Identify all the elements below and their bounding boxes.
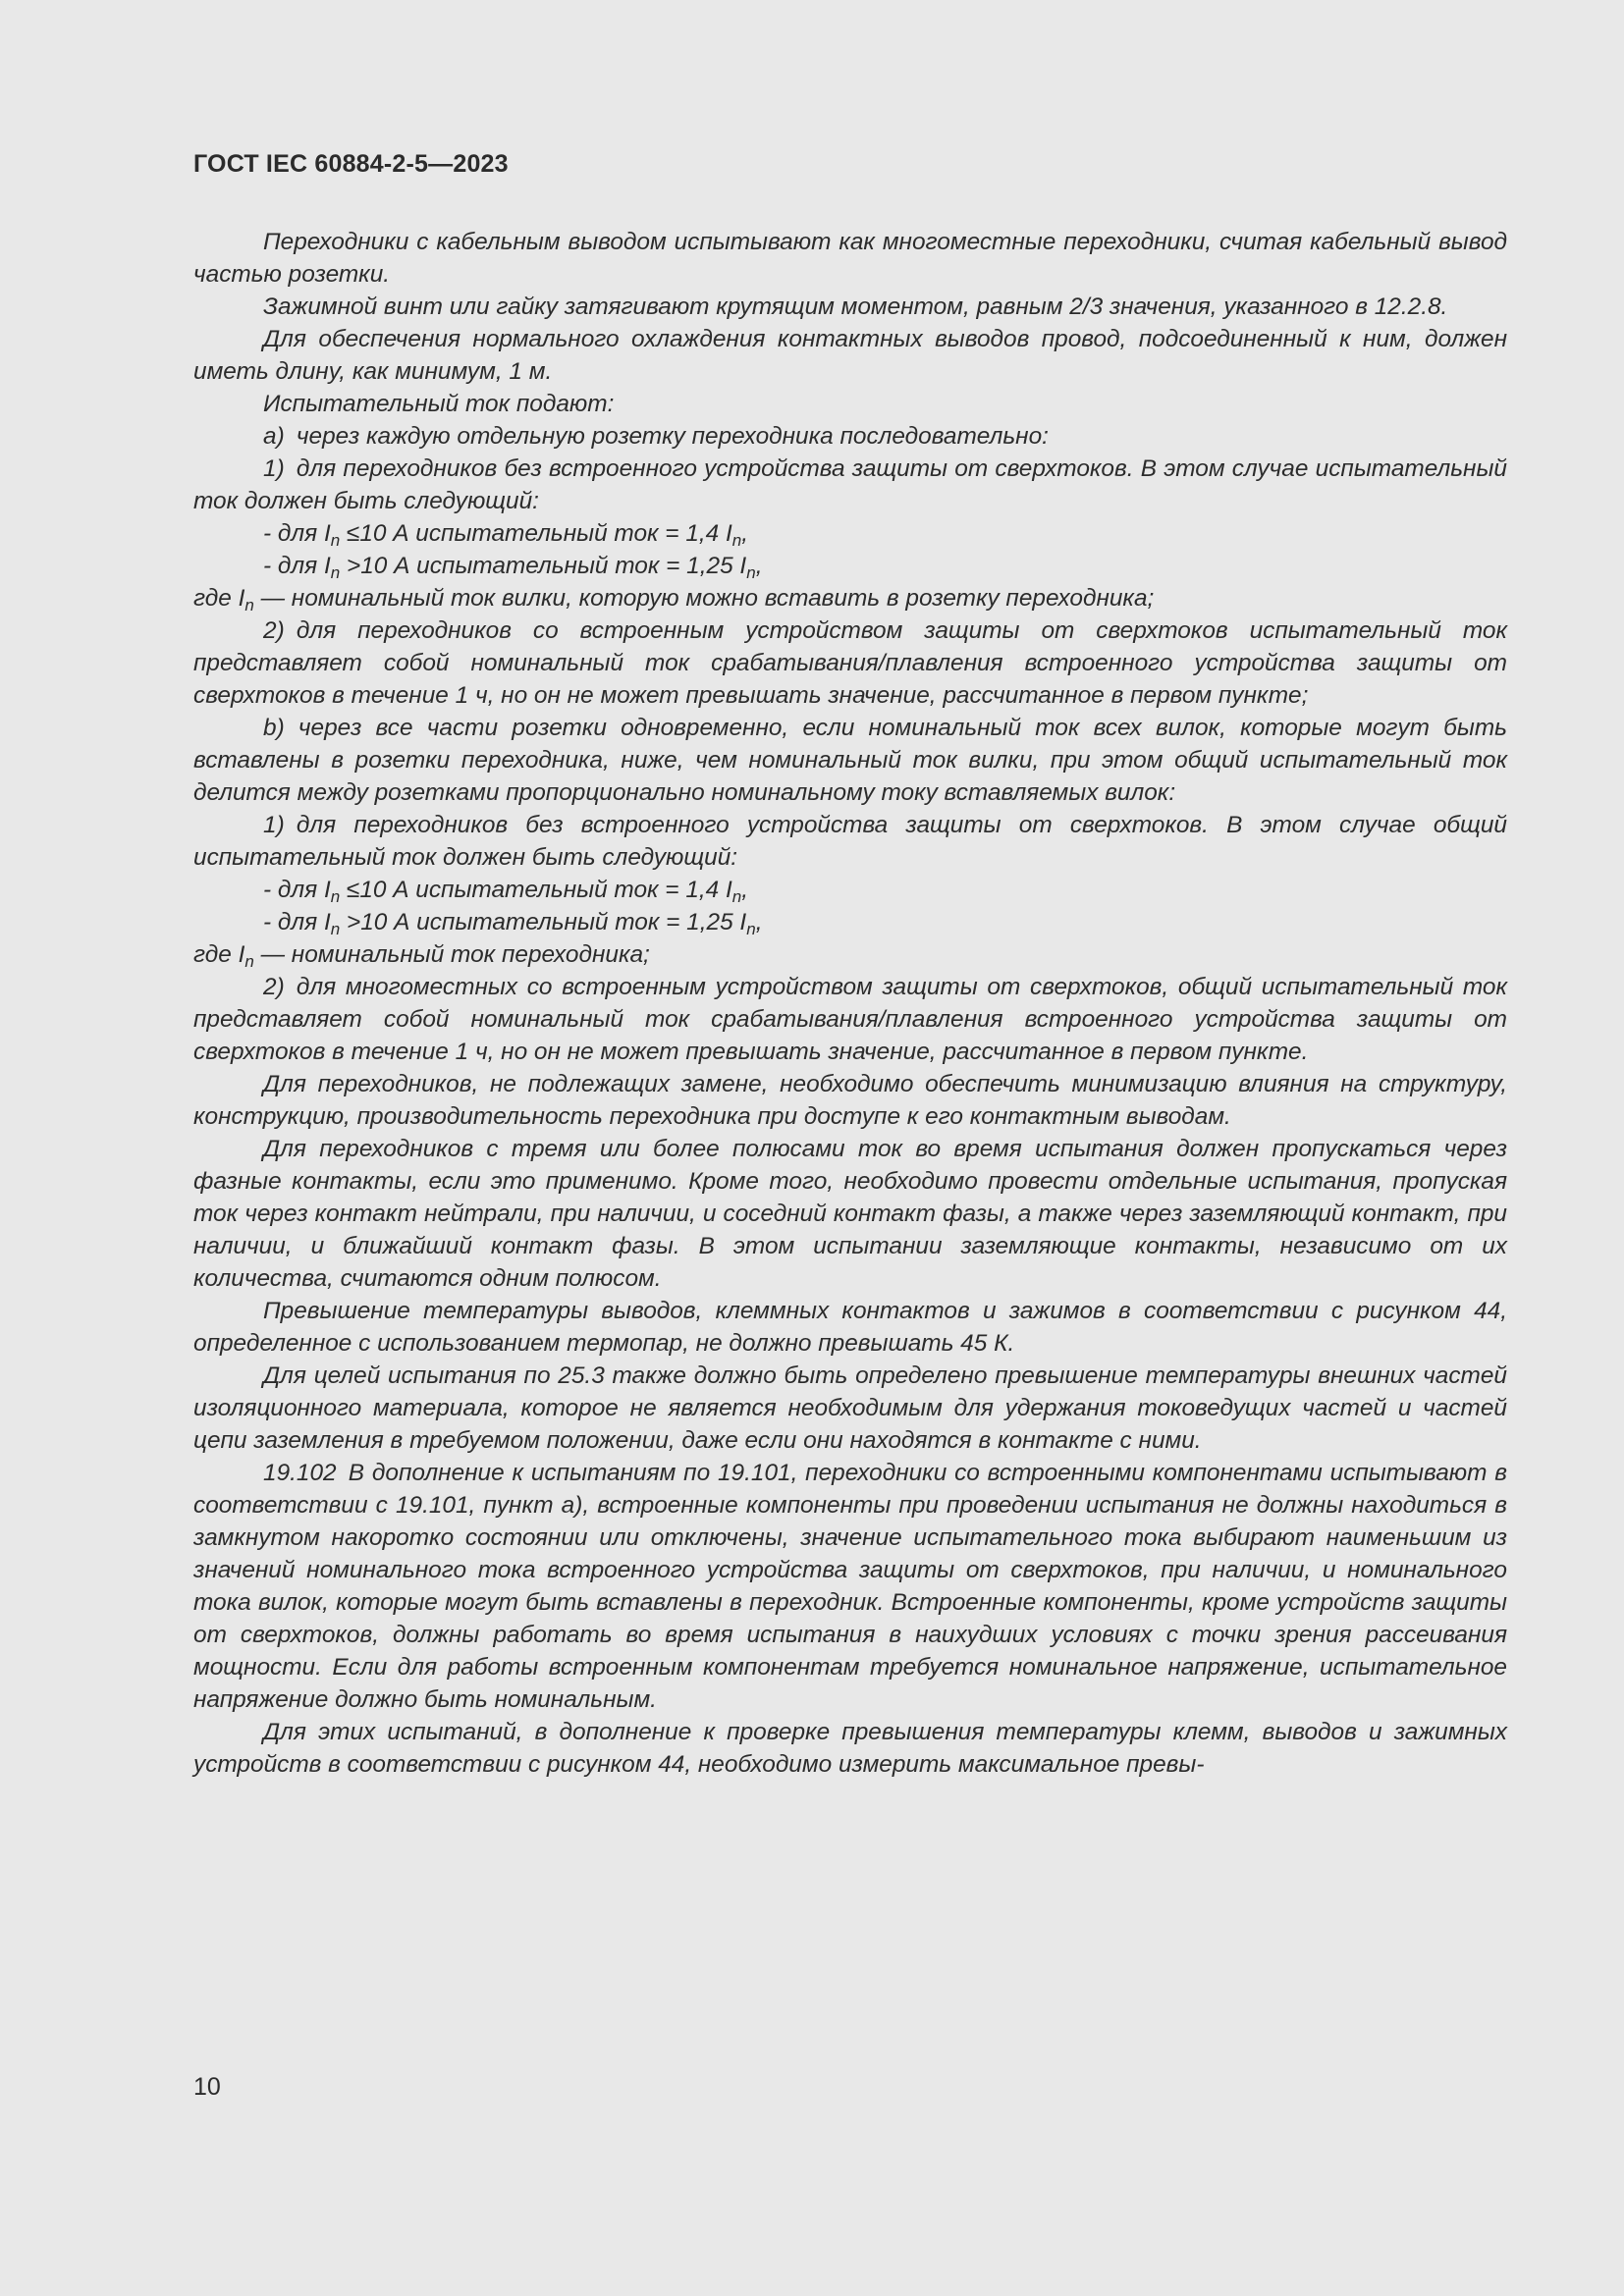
paragraph: Переходники с кабельным выводом испытывают как многоместные переходники, считая кабельный вывод частью розетки. <box>193 229 1507 288</box>
paragraph: Для переходников с тремя или более полюсами ток во время испытания должен пропускаться через фазные контакты, если это применимо. Кроме того, необходимо провести отдельные испытания, пропуская ток через контакт нейтрали, при наличии, и соседний контакт фазы, а также через заземляющий контакт, при наличии, и ближайший контакт фазы. В этом испытании заземляющие контакты, независимо от их количества, считаются одним полюсом. <box>193 1136 1507 1292</box>
formula-line: - для $I_n \le 10$ А испытательный ток = 1,4 $I_n$, <box>263 520 749 550</box>
page-number: 10 <box>193 2073 221 2101</box>
paragraph: Для целей испытания по 25.3 также должно быть определено превышение температуры внешних частей изоляционного материала, которое не является необходимым для удержания токоведущих частей и частей цепи заземления в требуемом положении, даже если они находятся в контакте с ними. <box>193 1362 1507 1454</box>
list-item-a: a) через каждую отдельную розетку переходника последовательно: <box>263 423 1049 450</box>
paragraph: Зажимной винт или гайку затягивают крутящим моментом, равным 2/3 значения, указанного в 12.2.8. <box>263 294 1448 320</box>
list-item-b: b) через все части розетки одновременно, если номинальный ток всех вилок, которые могут быть вставлены в розетки переходника, ниже, чем номинальный ток вилки, при этом общий испытательный ток делится между розетками пропорционально номинальному току вставляемых вилок: <box>193 715 1507 806</box>
formula-line: - для $I_n \le 10$ А испытательный ток = 1,4 $I_n$, <box>263 877 749 906</box>
paragraph: Для переходников, не подлежащих замене, необходимо обеспечить минимизацию влияния на структуру, конструкцию, производительность переходника при доступе к его контактным выводам. <box>193 1071 1507 1130</box>
where-clause: где $I_n$ — номинальный ток вилки, которую можно вставить в розетку переходника; <box>193 585 1155 614</box>
list-item-b1: 1) для переходников без встроенного устройства защиты от сверхтоков. В этом случае общий испытательный ток должен быть следующий: <box>193 812 1507 871</box>
paragraph: Испытательный ток подают: <box>263 391 615 417</box>
where-clause: где $I_n$ — номинальный ток переходника; <box>193 941 650 971</box>
formula-line: - для $I_n >10$ А испытательный ток = 1,25 $I_n$, <box>263 553 763 582</box>
paragraph: Для этих испытаний, в дополнение к проверке превышения температуры клемм, выводов и зажимных устройств в соответствии с рисунком 44, необходимо измерить максимальное превы- <box>193 1719 1507 1778</box>
standard-header: ГОСТ IEC 60884-2-5—2023 <box>193 150 509 178</box>
list-item-b2: 2) для многоместных со встроенным устройством защиты от сверхтоков, общий испытательный ток представляет собой номинальный ток срабатывания/плавления встроенного устройства защиты от сверхтоков в течение 1 ч, но он не может превышать значение, рассчитанное в первом пункте. <box>193 974 1507 1065</box>
paragraph: Для обеспечения нормального охлаждения контактных выводов провод, подсоединенный к ним, должен иметь длину, как минимум, 1 м. <box>193 326 1507 385</box>
formula-line: - для $I_n >10$ А испытательный ток = 1,25 $I_n$, <box>263 909 763 938</box>
list-item-a1: 1) для переходников без встроенного устройства защиты от сверхтоков. В этом случае испытательный ток должен быть следующий: <box>193 455 1507 514</box>
list-item-a2: 2) для переходников со встроенным устройством защиты от сверхтоков испытательный ток представляет собой номинальный ток срабатывания/плавления встроенного устройства защиты от сверхтоков в течение 1 ч, но он не может превышать значение, рассчитанное в первом пункте; <box>193 617 1507 709</box>
paragraph: Превышение температуры выводов, клеммных контактов и зажимов в соответствии с рисунком 44, определенное с использованием термопар, не должно превышать 45 К. <box>193 1298 1507 1357</box>
clause-19-102: 19.102 В дополнение к испытаниям по 19.101, переходники со встроенными компонентами испытывают в соответствии с 19.101, пункт а), встроенные компоненты при проведении испытания не должны находиться в замкнутом накоротко состоянии или отключены, значение испытательного тока выбирают наименьшим из значений номинального тока встроенного устройства защиты от сверхтоков, при наличии, и номинального тока вилок, которые могут быть вставлены в переходник. Встроенные компоненты, кроме устройств защиты от сверхтоков, должны работать во время испытания в наихудших условиях с точки зрения рассеивания мощности. Если для работы встроенным компонентам требуется номинальное напряжение, испытательное напряжение должно быть номинальным. <box>193 1460 1507 1713</box>
document-body <box>193 226 1507 1781</box>
